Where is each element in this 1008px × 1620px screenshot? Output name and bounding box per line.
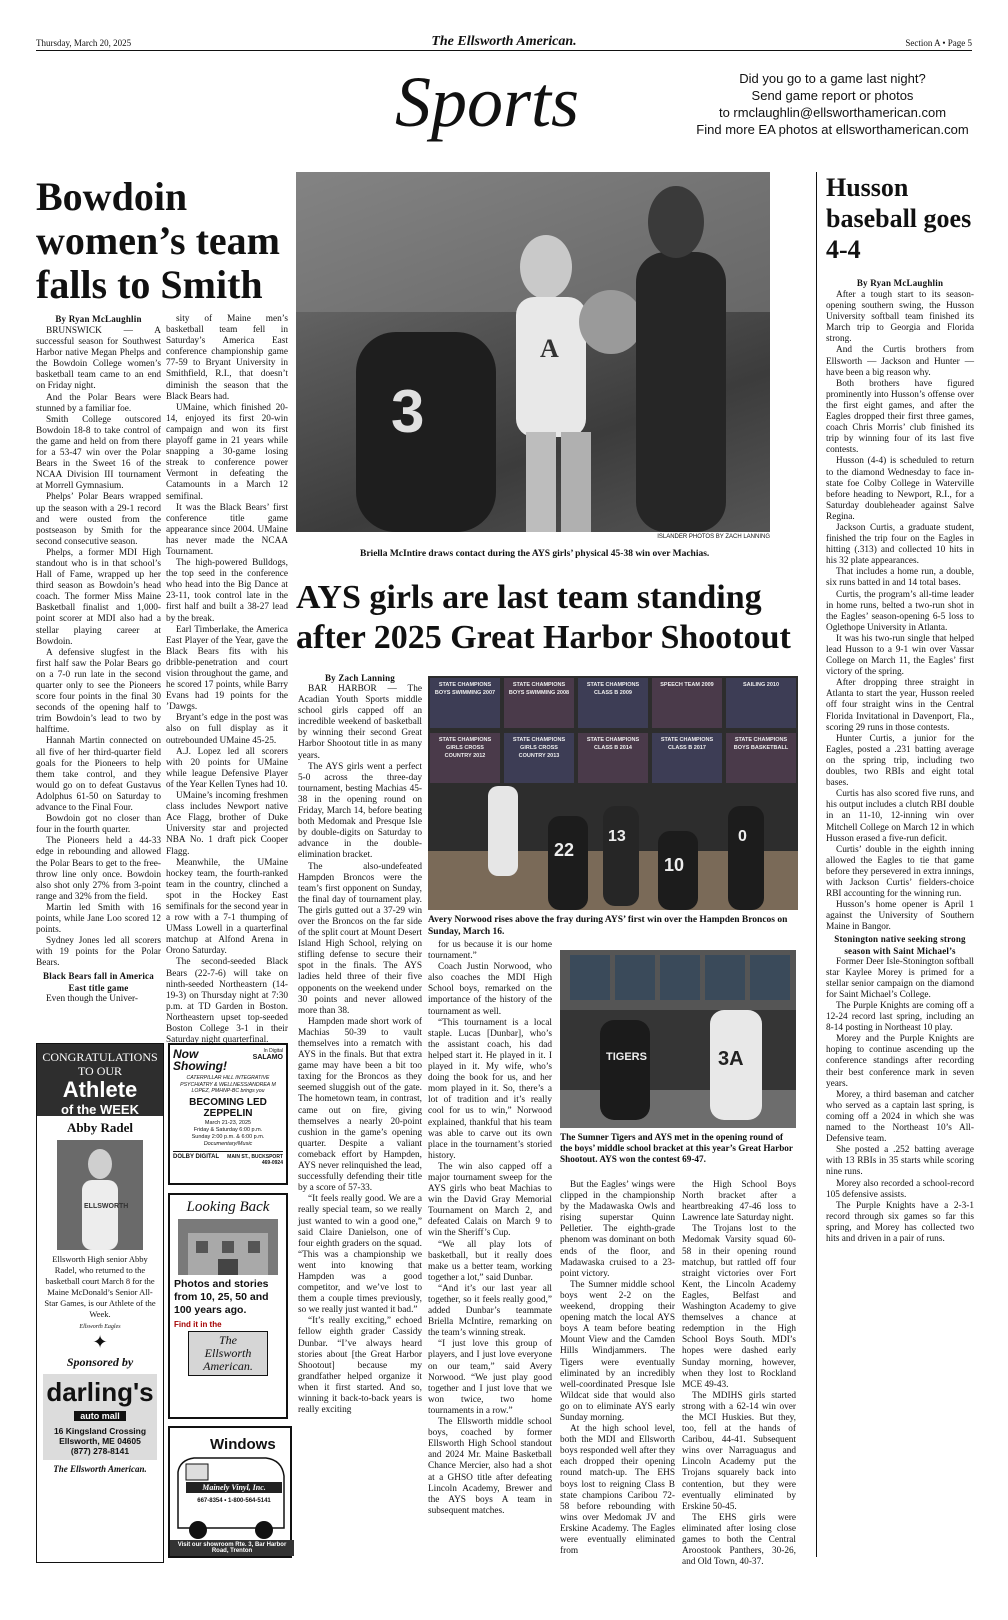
husson-headline: Husson baseball goes 4-4 [826,173,972,264]
svg-text:A: A [540,334,559,363]
paragraph: Hunter Curtis, a junior for the Eagles, posted a .231 batting average on the spring trip, including two doubles, two RBIs and eight total bases. [826,733,974,789]
paragraph: Morey, a third baseman and catcher who served as a captain last spring, is coming off a 2024 in which she was named to the Northeast 10’s All-Defensive team. [826,1089,974,1145]
athlete-photo [57,1140,143,1250]
darlings-phone: (877) 278-8141 [70,1446,130,1456]
top-photo-credit: ISLANDER PHOTOS BY ZACH LANNING [657,534,770,540]
ays-column-2 [428,940,552,1560]
ays-column-4 [682,1180,796,1568]
darlings-wordmark: darling's [46,1377,154,1407]
looking-back-line-3: 100 years ago. [174,1304,247,1316]
article-text [826,957,974,1245]
movie-title-1: BECOMING LED [189,1096,267,1108]
bowdoin-subhead: Black Bears fall in America East title game [43,971,154,993]
theater-phone: 469-0924 [261,1159,283,1166]
paragraph: Coach Justin Norwood, who also coaches the MDI High School boys, remarked on the importance of the history of the tournament as well. [428,962,552,1017]
jersey-number: 13 [608,828,626,845]
movie-times-2: Sunday 2:00 p.m. & 6:00 p.m. [191,1133,265,1140]
article-text [36,326,161,969]
jersey-text: ELLSWORTH [84,1203,129,1210]
paragraph: “It feels really good. We are a really special team, so we really just wanted to win a good one,” said Claire Danielson, one of four eighth graders on the squad. “This was a championship we went into knowing that Hampden was a good competitor, and we’ve lost to them a couple times previously, so we really just wanted it bad.” [298,1194,422,1316]
dolby-logo: DOLBY DIGITAL [173,1153,220,1160]
theater-logo: SALAMO [252,1054,283,1061]
championship-banner: STATE CHAMPIONS CLASS B 2014 [578,733,648,783]
article-text [428,940,552,1517]
athlete-illustration [57,1140,143,1250]
top-photo-caption: Briella McIntire draws contact during the AYS girls’ physical 45-38 win over Machias. [360,549,710,559]
darlings-logo [43,1374,157,1460]
paragraph: Bowdoin got no closer than four in the fourth quarter. [36,814,161,836]
athlete-blurb: Ellsworth High senior Abby Radel, who returned to the basketball court March 8 for the Maine McDonald’s Senior All-Star Games, is our Athlete of the Week. [44,1254,156,1319]
header-paper-name: The Ellsworth American. [431,34,577,49]
automall-wordmark: auto mall [74,1411,126,1421]
paragraph: Meanwhile, the UMaine hockey team, the fourth-ranked team in the country, clinched a spot in the Hockey East semifinals for the second year in a row with a 7-1 thumping of UMass Lowell in a quarterfinal matchup at Alfond Arena in Orono Saturday. [166,857,288,957]
ad-paper-name: The Ellsworth American. [53,1464,147,1474]
promo-box [690,70,975,138]
ays-headline: AYS girls are last team standing after 2025 Great Harbor Shootout [296,579,791,656]
paragraph: Martin led Smith with 16 points, while Jane Loo scored 12 points. [36,902,161,936]
paragraph: The win also capped off a major tournament sweep for the AYS girls who beat Machias to win the David Gray Memorial Tournament on March 2, and defeated Calais on March 9 to win the Sheriff’s Cup. [428,1161,552,1239]
athlete-of-week-ad [36,1043,164,1563]
sponsored-by: Sponsored by [66,1355,134,1369]
looking-back-ad [168,1193,288,1419]
article-text [682,1180,796,1568]
paragraph: Morey also recorded a school-record 105 defensive assists. [826,1178,974,1200]
low-photo [560,950,796,1128]
paragraph: The AYS girls went a perfect 5-0 across the three-day tournament, besting Machias 45-38 in the opening round on Friday, March 14, before beating both Medomak and Presque Isle by double-digits on Saturday to advance in the double-elimination bracket. [298,761,422,861]
digital-label: In Digital [263,1048,283,1054]
paper-logo-line: The [219,1333,237,1347]
paragraph: The Trojans lost to the Medomak Varsity squad 60-58 in their opening round matchup, but rattled off four straight victories over Fort Kent, the Lincoln Academy Eagles, Belfast and Washington Academy to give themselves a chance at redemption in the High School Boys South. MDI’s hopes were dashed early Sunday morning, however, when they lost to Rockland MCE 49-43. [682,1224,796,1390]
eagle-icon: ✦ [92,1332,108,1352]
article-text [298,684,422,1416]
paragraph: Jackson Curtis, a graduate student, finished the trip four on the Eagles in hitting (.313) and collected 10 hits in his 32 plate appearances. [826,522,974,567]
paragraph: That includes a home run, a double, six runs batted in and 14 total bases. [826,567,974,589]
paragraph: Former Deer Isle-Stonington softball star Kaylee Morey is primed for a stellar senior campaign on the diamond for Saint Michael’s College. [826,956,974,1000]
jersey-number: 10 [664,855,685,875]
paragraph: The Purple Knights are coming off a 12-24 record last spring, including an 8-14 posting in Northeast 10 play. [826,1001,974,1034]
header-section: Section A • Page 5 [905,38,972,48]
paragraph: The MDIHS girls started strong with a 62-14 win over the MCI Huskies. But they, too, fell at the hands of Caribou, 44-41. Subsequent wins over Narraguagus and Lincoln Academy put the Trojans squarely back into contention, but they were eventually eliminated by Erskine 50-45. [682,1390,796,1512]
header-date: Thursday, March 20, 2025 [36,38,132,48]
historic-photo [178,1219,278,1275]
paragraph: It was his two-run single that helped lead Husson to a 9-1 win over Vassar College on March 11, the Eagles’ first victory of the spring. [826,633,974,678]
header-rule [36,50,972,51]
paragraph: Husson (4-4) is scheduled to return to the diamond Wednesday to face in-state foe Colby College in Waterville before heading to Newport, R.I., for a Saturday doubleheader against Salve Regina. [826,456,974,522]
paragraph: Phelps’ Polar Bears wrapped up the season with a 29-1 record and were ousted from the postseason by Smith for the second consecutive season. [36,492,161,547]
movie-ad [168,1043,288,1185]
paragraph: Bryant’s edge in the post was also on full display as it outrebounded UMaine 45-25. [166,713,288,746]
windows-title: Windows [210,1436,276,1453]
promo-email[interactable]: to rmclaughlin@ellsworthamerican.com [718,105,947,120]
paragraph: Hannah Martin connected on all five of her third-quarter field goals for the Pioneers to help them take control, and they would go on to defeat Gustavus Adolphus 61-50 on Saturday to advance to the Final Four. [36,736,161,814]
paragraph: And the Curtis brothers from Ellsworth — Jackson and Hunter — have been a big reason why. [826,345,974,378]
paragraph: At the high school level, both the MDI and Ellsworth boys responded well after they each dropped their opening round match-up. The EHS boys lost to reigning Class B state champions Caribou 72-58 before rebounding with wins over Medomak JV and Erskine Academy. The Eagles were eventually eliminated from [560,1424,675,1557]
eagles-logo-text: Ellsworth Eagles [79,1324,121,1330]
paper-logo-line: American. [203,1359,253,1373]
historic-building-illustration [178,1219,278,1275]
championship-banner: STATE CHAMPIONS BOYS SWIMMING 2007 [430,678,500,728]
looking-back-line-2: from 10, 25, 50 and [174,1291,269,1303]
promo-website[interactable]: Find more EA photos at ellsworthamerican.com [696,122,969,137]
windows-ad [168,1426,292,1558]
paragraph: the High School Boys North bracket after a heartbreaking 47-46 loss to Lawrence late Saturday night. [682,1180,796,1224]
looking-back-line-1: Photos and stories [174,1278,269,1290]
paragraph: And the Polar Bears were stunned by a familiar foe. [36,392,161,414]
paragraph: for us because it is our home tournament.” [428,940,552,962]
looking-back-title: Looking Back [186,1199,270,1215]
paragraph: “I just love this group of players, and I just love everyone on our team,” said Avery Norwood. “We just play good together and I just love that we won twice, two home tournaments in a row.” [428,1339,552,1416]
mainely-vinyl-logo: Mainely Vinyl, Inc. [186,1482,282,1493]
article-text: Even though the Univer- [46,993,138,1004]
husson-column [826,290,974,1558]
paragraph: The Purple Knights have a 2-3-1 record through six games so far this spring, and Morey has collected two hits and driven in a pair of runs. [826,1200,974,1244]
paragraph: After dropping three straight in Atlanta to start the year, Husson reeled off four straight wins in the Central Florida Invitational in Davenport, Fla., scoring 29 runs in those contests. [826,678,974,733]
showroom-text: Visit our showroom Rte. 3, Bar Harbor Road, Trenton [170,1540,294,1556]
athlete-name: Abby Radel [66,1120,134,1135]
jersey-text: TIGERS [606,1051,647,1063]
paragraph: A.J. Lopez led all scorers with 20 points for UMaine while league Defensive Player of the Year Kellen Tynes had 10. [166,746,288,790]
championship-banner: STATE CHAMPIONS BOYS SWIMMING 2008 [504,678,574,728]
husson-subhead: Stonington native seeking strong season with Saint Michael’s [834,934,966,956]
paragraph: “It’s really exciting,” echoed fellow eighth grader Cassidy Dunbar. “I’ve always heard stories about [the Great Harbor Shootout] because my grandfather helped organize it when it first started. And so, winning it back-to-back years is really exciting [298,1316,422,1416]
mid-photo-caption: Avery Norwood rises above the fray during AYS’ first win over the Hampden Broncos on Sunday, March 16. [428,915,788,937]
promo-line: Did you go to a game last night? [739,71,926,86]
paragraph: “And it’s our last year all together, so it feels really good,” added Dunbar’s teammate Briella McIntire, remarking on the team’s winning streak. [428,1283,552,1339]
low-photo-caption: The Sumner Tigers and AYS met in the opening round of the boys’ middle school bracket at this year’s Great Harbor Shootout. AYS won the contest 69-47. [560,1132,793,1164]
week-label: of the WEEK [61,1102,139,1117]
paragraph: Both brothers have figured prominently into Husson’s offense over the first eight games, and after the Eagles dropped their first three games, coach Chris Morris’ club finished its trip by winning four of its last five contests. [826,378,974,456]
movie-sponsor: CATERPILLAR HILL INTEGRATIVE PSYCHIATRY & WELLNESS/ANDREA M LOPEZ, PMHNP-BC brings you [180,1075,276,1094]
paragraph: Curtis has also scored five runs, and his output includes a clutch RBI double in an 11-10, 12-inning win over Mitchell College on March 12 in which Husson erased a five-run deficit. [826,789,974,844]
svg-text:3: 3 [391,378,425,445]
column-rule [816,172,817,1557]
article-text [826,290,974,933]
find-it-text: Find it in the [174,1320,222,1329]
mid-photo [428,676,798,910]
paragraph: She posted a .252 batting average with 13 RBIs in 35 starts while scoring nine runs. [826,1145,974,1178]
paragraph: Smith College outscored Bowdoin 18-8 to take control of the game and held on from there for a 53-47 win over the Polar Bears in the Sweet 16 of the NCAA Division III tournament at Morrell Gymnasium. [36,414,161,492]
championship-banner: STATE CHAMPIONS GIRLS CROSS COUNTRY 2012 [430,733,500,783]
promo-line: Send game report or photos [751,88,914,103]
ays-column-3 [560,1180,675,1560]
paragraph: Hampden made short work of Machias 50-39 to vault themselves into a rematch with AYS in the finals. But that extra game may have been a bit too taxing for the Broncos as they seemed sluggish out of the gate. The hometown team, in contrast, came out on fire, giving themselves a nearly 20-point cushion in the game’s opening quarter. Despite a valiant comeback effort by Hampden, AYS never relinquished the lead, successfully defending their title by a score of 57-33. [298,1016,422,1194]
paragraph: After a tough start to its season-opening southern swing, the Husson University softball team finished its March trip to Georgia and Florida strong. [826,290,974,345]
bowdoin-headline: Bowdoin women’s team falls to Smith [36,174,281,307]
article-text [560,1180,675,1557]
paragraph: A defensive slugfest in the first half saw the Polar Bears go on a 7-0 run late in the second quarter only to see the Pioneers score four points in the final 30 seconds of the opening half to trim Bowdoin’s lead to two by halftime. [36,647,161,736]
bowdoin-column-2 [166,314,288,1046]
paragraph: Morey and the Purple Knights are hoping to continue ascending up the conference standings after recording their best conference mark in seven years. [826,1034,974,1089]
paragraph: Curtis’ double in the eighth inning allowed the Eagles to tie that game before they persevered in extra innings, with Jackson Curtis’ fielders-choice RBI accounting for the winning run. [826,844,974,900]
paragraph: Husson’s home opener is April 1 against the University of Southern Maine in Bangor. [826,900,974,933]
showing-label: Showing! [173,1059,227,1073]
paragraph: The Ellsworth middle school boys, coached by former Ellsworth High School standout and 2024 Mr. Maine Basketball Chance Mercier, also had a shot at a GHSO title after defeating Lincoln Academy, Brewer and the AYS boys A team in subsequent matches. [428,1417,552,1516]
movie-times-1: Friday & Saturday 6:00 p.m. [193,1126,263,1133]
paragraph: Phelps, a former MDI High standout who is in that school’s Hall of Fame, wrapped up her third season as Bowdoin’s head coach. The former Miss Maine Basketball finalist and 1,000-point scorer at MDI also had a stellar playing career at Bowdoin. [36,547,161,647]
paragraph: “This tournament is a local staple. Lucas [Dunbar], who’s the assistant coach, his dad helped start it. He played in it. I played in it. My wife, who’s doing the book for us, and her mom played in it. So, there’s a lot of tradition and it’s really cool for us to win,” Norwood explained, thankful that his team was able to carve out its own place in the tournament’s storied history. [428,1017,552,1161]
championship-banner: STATE CHAMPIONS BOYS BASKETBALL [726,733,796,783]
darlings-address-1: 16 Kingsland Crossing [53,1426,147,1436]
windows-phones: 667-8354 • 1-800-564-5141 [197,1498,271,1504]
jersey-number: 3A [718,1048,744,1070]
congrats-text: CONGRATULATIONS TO OUR [42,1050,158,1078]
article-text [166,314,288,1046]
paragraph: Sydney Jones led all scorers with 19 points for the Polar Bears. [36,936,161,969]
paragraph: “We all play lots of basketball, but it really does make us a better team, working together a lot,” said Dunbar. [428,1239,552,1283]
championship-banner: STATE CHAMPIONS CLASS B 2017 [652,733,722,783]
movie-title-2: ZEPPELIN [203,1107,253,1119]
championship-banner: SAILING 2010 [726,678,796,728]
jersey-number: 0 [738,828,747,845]
basketball-players-illustration [296,172,770,532]
paragraph: Earl Timberlake, the America East Player of the Year, gave the Black Bears fits with his dribble-penetration and court vision throughout the game, and he scored 17 points, while Barry Evans had 19 points for the ’Dawgs. [166,624,288,713]
ays-byline: By Zach Lanning [324,673,396,683]
husson-byline: By Ryan McLaughlin [856,278,944,288]
paragraph: UMaine’s incoming freshmen class includes Newport native Ace Flagg, brother of Duke University star and projected NBA No. 1 draft pick Cooper Flagg. [166,791,288,857]
paper-logo [188,1331,268,1376]
paragraph: sity of Maine men’s basketball team fell in Saturday’s America East conference championship game 77-59 to Bryant University in Smithfield, R.I., that doesn’t diminish the season that the Black Bears had. [166,314,288,402]
paragraph: UMaine, which finished 20-14, enjoyed its first 20-win campaign and won its first playoff game in 21 years while snapping a 30-game losing streak to conference power Vermont in defeating the Catamounts in a March 12 semifinal. [166,402,288,502]
sports-section-title: Sports [395,62,580,142]
championship-banner: STATE CHAMPIONS CLASS B 2009 [578,678,648,728]
championship-banner: STATE CHAMPIONS GIRLS CROSS COUNTRY 2013 [504,733,574,783]
paragraph: The EHS girls were eliminated after losing close games to both the Central Aroostook Panthers, 30-26, and Old Town, 40-37. [682,1512,796,1568]
athlete-label: Athlete [62,1077,138,1102]
paragraph: BAR HARBOR — The Acadian Youth Sports middle school girls capped off an incredible weekend of basketball by winning their second Great Harbor Shootout title in as many years. [298,684,422,761]
darlings-address-2: Ellsworth, ME 04605 [59,1436,141,1446]
top-photo [296,172,770,532]
paragraph: But the Eagles’ wings were clipped in the championship by the Madawaska Owls and rising superstar Quinn Pelletier. The eighth-grade phenom was dominant on both ends of the floor, and Madawaska cruised to a 23-point victory. [560,1180,675,1279]
paragraph: Curtis, the program’s all-time leader in home runs, belted a two-run shot in the Eagles’ season-opening 6-5 loss to Oglethope University in Atlanta. [826,589,974,633]
bowdoin-column-1 [36,326,161,1036]
boys-players-illustration [560,950,796,1128]
now-label: Now [173,1047,199,1061]
players-illustration [428,676,798,910]
movie-genre: Documentary/Music [203,1140,253,1147]
paragraph: It was the Black Bears’ first conference title game appearance since 2004. UMaine has never made the NCAA Tournament. [166,502,288,557]
bowdoin-byline: By Ryan McLaughlin [55,314,142,324]
paragraph: The Sumner middle school boys went 2-2 on the weekend, dropping their opening match the local AYS boys A team before beating Mount View and the Camden Hills Windjammers. The Tigers were eventually eliminated by an incredibly well-coordinated Presque Isle Wildcat side that would also go on to eliminate AYS early Sunday morning. [560,1279,675,1423]
ays-column-1 [298,684,422,1560]
theater-address: MAIN ST., BUCKSPORT [227,1153,283,1160]
paragraph: The second-seeded Black Bears (22-7-6) will take on ninth-seeded Northeastern (14-19-3) on Thursday night at 7:30 p.m. at TD Garden in Boston. Northeastern upset top-seeded Boston College 3-1 in their Saturday night quarterfinal. [166,957,288,1046]
paragraph: The Pioneers held a 44-33 edge in rebounding and allowed the Polar Bears to get to the free-throw line only once. Bowdoin also shot only 27% from 3-point range and 32% from the field. [36,836,161,902]
championship-banner: SPEECH TEAM 2009 [652,678,722,728]
paper-logo-line: Ellsworth [204,1346,252,1360]
jersey-number: 22 [554,840,575,860]
paragraph: The high-powered Bulldogs, the top seed in the conference who head into the Big Dance at 23-11, took control late in the first half and built a 38-27 lead by the break. [166,558,288,624]
paragraph: BRUNSWICK — A successful season for Southwest Harbor native Megan Phelps and the Bowdoin College women’s basketball team came to an end on Friday night. [36,326,161,392]
paragraph: The also-undefeated Hampden Broncos were the team’s first opponent on Sunday, the final day of tournament play. The girls gutted out a 37-29 win over the Broncos on the far side of the split court at Mount Desert Island High School, relying on stifling defense to secure their spot in the finals. The AYS ladies held three of their five opponents on the weekend under 30 points and never allowed more than 38. [298,861,422,1016]
movie-dates: March 21-23, 2025 [204,1119,252,1126]
